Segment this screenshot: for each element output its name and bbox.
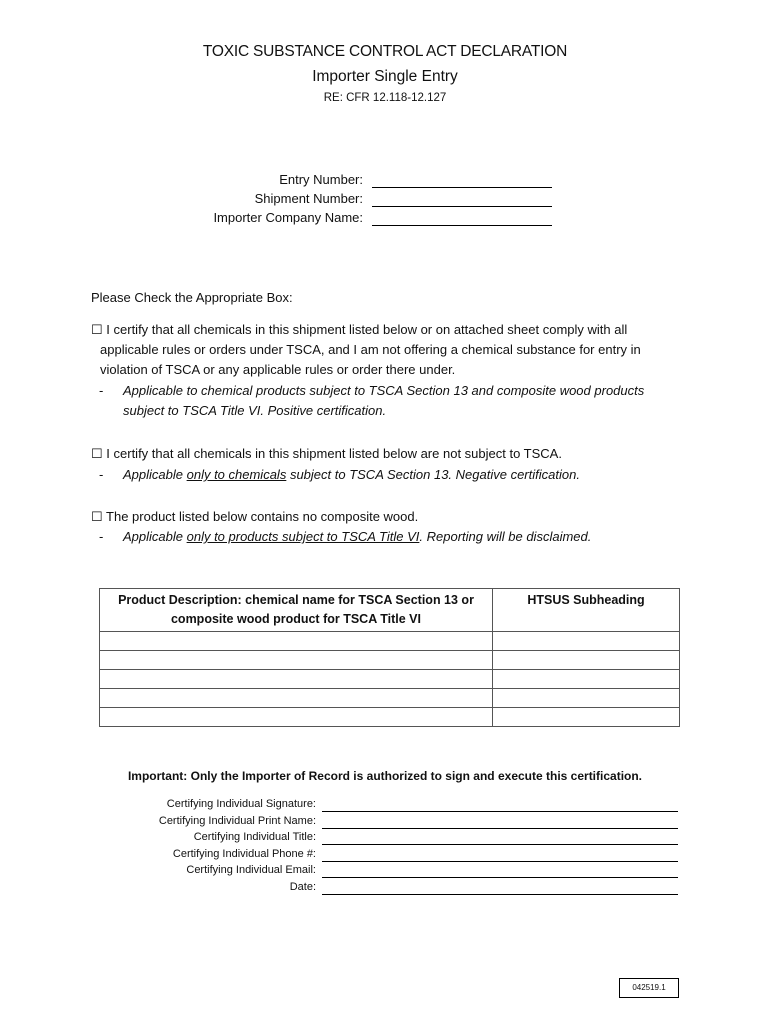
option-1-line-2: applicable rules or orders under TSCA, and I am not offering a chemical substance for entry in bbox=[100, 342, 641, 357]
entry-number-label: Entry Number: bbox=[279, 172, 363, 187]
phone-row bbox=[100, 848, 680, 864]
page-subtitle: Importer Single Entry bbox=[312, 68, 458, 85]
print-name-label: Certifying Individual Print Name: bbox=[158, 815, 316, 827]
table-row bbox=[100, 689, 680, 708]
title-label: Certifying Individual Title: bbox=[193, 831, 316, 843]
product-description-cell[interactable] bbox=[100, 632, 493, 651]
print-name-field[interactable] bbox=[322, 828, 678, 829]
entry-number-field[interactable] bbox=[372, 187, 552, 188]
entry-number-row bbox=[100, 172, 560, 190]
instructions-text: Please Check the Appropriate Box: bbox=[91, 290, 293, 305]
htsus-header: HTSUS Subheading bbox=[493, 589, 680, 632]
option-1-note-line-2: subject to TSCA Title VI. Positive certification. bbox=[123, 403, 387, 418]
option-3-note-post: . Reporting will be disclaimed. bbox=[419, 529, 592, 544]
option-1-note-line-1: Applicable to chemical products subject to TSCA Section 13 and composite wood products bbox=[123, 383, 645, 398]
product-table-header bbox=[100, 589, 680, 632]
print-name-row bbox=[100, 815, 680, 831]
email-row bbox=[100, 864, 680, 880]
option-1-line-3: violation of TSCA or any applicable rules or order there under. bbox=[100, 362, 456, 377]
htsus-cell[interactable] bbox=[493, 689, 680, 708]
title-row bbox=[100, 831, 680, 847]
date-field[interactable] bbox=[322, 894, 678, 895]
dash: - bbox=[99, 529, 104, 544]
checkbox-positive[interactable]: ☐ bbox=[91, 322, 103, 337]
option-3-note-underlined: only to products subject to TSCA Title VI bbox=[186, 529, 420, 544]
date-row bbox=[100, 881, 680, 897]
option-2-note-post: subject to TSCA Section 13. Negative certification. bbox=[286, 467, 580, 482]
product-table bbox=[99, 588, 680, 727]
option-2-note-underlined: only to chemicals bbox=[186, 467, 287, 482]
page-title: TOXIC SUBSTANCE CONTROL ACT DECLARATION bbox=[202, 43, 568, 60]
shipment-number-row bbox=[100, 191, 560, 209]
phone-label: Certifying Individual Phone #: bbox=[172, 848, 316, 860]
important-notice: Important: Only the Importer of Record is authorized to sign and execute this certification. bbox=[127, 769, 643, 783]
regulation-reference: RE: CFR 12.118-12.127 bbox=[323, 92, 447, 104]
shipment-number-label: Shipment Number: bbox=[254, 191, 363, 206]
table-row bbox=[100, 670, 680, 689]
option-2-note bbox=[99, 465, 689, 485]
signature-field[interactable] bbox=[322, 811, 678, 812]
date-label: Date: bbox=[289, 881, 316, 893]
option-1-note bbox=[99, 381, 689, 421]
product-description-header-line-2: composite wood product for TSCA Title VI bbox=[170, 612, 421, 626]
option-2-line-1: I certify that all chemicals in this shipment listed below are not subject to TSCA. bbox=[106, 446, 562, 461]
option-2-note-pre: Applicable bbox=[123, 467, 187, 482]
dash: - bbox=[99, 383, 104, 398]
title-field[interactable] bbox=[322, 844, 678, 845]
htsus-cell[interactable] bbox=[493, 670, 680, 689]
signature-label: Certifying Individual Signature: bbox=[166, 798, 316, 810]
form-id-badge: 042519.1 bbox=[619, 978, 679, 998]
table-row bbox=[100, 708, 680, 727]
option-positive-certification bbox=[91, 320, 691, 380]
product-description-header bbox=[100, 589, 493, 632]
htsus-cell[interactable] bbox=[493, 632, 680, 651]
option-3-note bbox=[99, 527, 689, 547]
importer-company-field[interactable] bbox=[372, 225, 552, 226]
checkbox-no-composite-wood[interactable]: ☐ bbox=[91, 509, 103, 524]
importer-company-row bbox=[100, 210, 560, 228]
importer-company-label: Importer Company Name: bbox=[213, 210, 363, 225]
shipment-number-field[interactable] bbox=[372, 206, 552, 207]
checkbox-negative[interactable]: ☐ bbox=[91, 446, 103, 461]
product-description-cell[interactable] bbox=[100, 708, 493, 727]
option-negative-certification bbox=[91, 444, 691, 464]
dash: - bbox=[99, 467, 104, 482]
option-3-note-pre: Applicable bbox=[123, 529, 187, 544]
signature-row bbox=[100, 798, 680, 814]
product-description-cell[interactable] bbox=[100, 651, 493, 670]
product-description-header-line-1: Product Description: chemical name for TSCA Section 13 or bbox=[118, 593, 474, 607]
phone-field[interactable] bbox=[322, 861, 678, 862]
table-row bbox=[100, 651, 680, 670]
htsus-cell[interactable] bbox=[493, 651, 680, 670]
product-description-cell[interactable] bbox=[100, 670, 493, 689]
product-description-cell[interactable] bbox=[100, 689, 493, 708]
htsus-cell[interactable] bbox=[493, 708, 680, 727]
option-no-composite-wood bbox=[91, 507, 691, 527]
option-1-line-1: I certify that all chemicals in this shipment listed below or on attached sheet comply with all bbox=[106, 322, 628, 337]
option-3-line-1: The product listed below contains no composite wood. bbox=[106, 509, 419, 524]
email-field[interactable] bbox=[322, 877, 678, 878]
email-label: Certifying Individual Email: bbox=[186, 864, 316, 876]
table-row bbox=[100, 632, 680, 651]
